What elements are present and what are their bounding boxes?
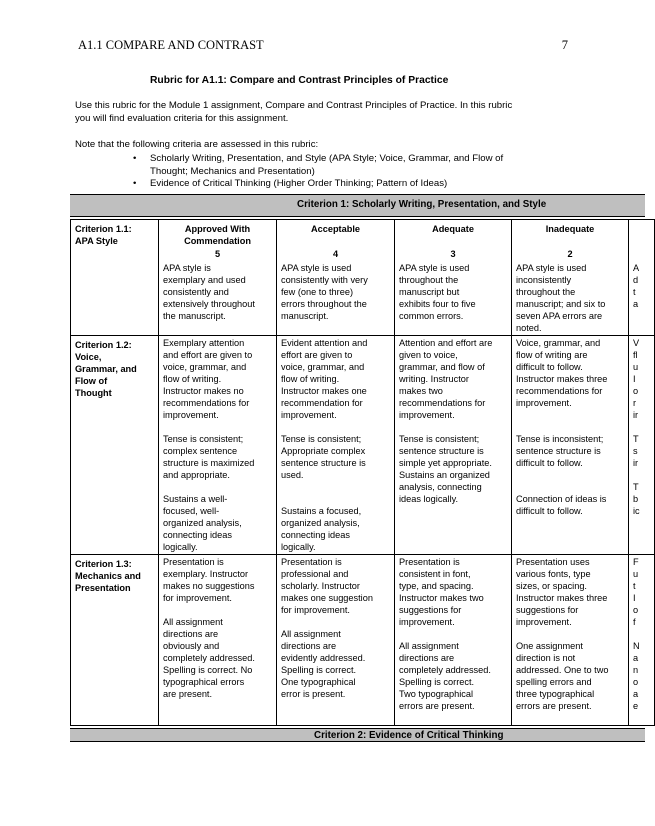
rubric-cell (512, 555, 629, 726)
cell-line: improvement. (163, 410, 219, 420)
cell-line: All assignment (163, 617, 223, 627)
cell-line: a (633, 299, 639, 309)
cell-line: Criterion 1.3: (75, 559, 132, 569)
table-row (71, 555, 655, 726)
cell-line: o (633, 386, 639, 396)
criterion-label (71, 336, 159, 555)
cell-line: difficult to follow. (516, 506, 583, 516)
cell-line: throughout the (399, 275, 459, 285)
rubric-cell (277, 555, 395, 726)
cell-line (281, 421, 390, 433)
document-title: Rubric for A1.1: Compare and Contrast Principles of Practice (150, 75, 449, 86)
cell-line: spelling errors and (516, 677, 592, 687)
cell-line: Presentation (75, 583, 131, 593)
cell-line (633, 421, 650, 433)
list-item: • Evidence of Critical Thinking (Higher Order Thinking; Pattern of Ideas) (133, 178, 448, 190)
cell-line: addressed. One to two (516, 665, 609, 675)
cell-line: common errors. (399, 311, 464, 321)
cell-line: grammar, and flow of (399, 362, 485, 372)
cell-line: organized analysis, (163, 518, 242, 528)
cell-line: a (633, 653, 639, 663)
cell-line: All assignment (399, 641, 459, 651)
cell-line: directions are (163, 629, 219, 639)
cell-line: organized analysis, (281, 518, 360, 528)
cell-line: t (633, 581, 636, 591)
cell-line: consistently with very (281, 275, 368, 285)
cell-line: errors throughout the (281, 299, 367, 309)
cell-line: directions are (399, 653, 455, 663)
cell-line: T (633, 482, 639, 492)
cell-line: connecting ideas (281, 530, 350, 540)
cell-line: APA style is (163, 263, 211, 273)
level-header: Approved With Commendation 5 (159, 220, 277, 262)
cell-line: extensively throughout (163, 299, 255, 309)
cell-line: Instructor makes one (281, 386, 367, 396)
intro-text (75, 99, 555, 191)
cell-line: Evident attention and (281, 338, 368, 348)
criterion-2-title: Criterion 2: Evidence of Critical Thinking (314, 730, 504, 741)
cell-line: N (633, 641, 640, 651)
cell-line: manuscript; and six to (516, 299, 606, 309)
cell-line: Criterion 1.2: (75, 340, 132, 350)
page-number: 7 (561, 38, 568, 52)
cell-line: flow of writing are (516, 350, 588, 360)
cell-line: Spelling is correct. (281, 665, 357, 675)
cell-line: Spelling is correct. No (163, 665, 253, 675)
cell-line: noted. (516, 323, 542, 333)
cell-line: Voice, (75, 352, 102, 362)
cell-line: evidently addressed. (281, 653, 366, 663)
cell-line: inconsistently (516, 275, 572, 285)
cell-line (516, 421, 624, 433)
cell-line: Sustains a focused, (281, 506, 362, 516)
cell-line: difficult to follow. (516, 458, 583, 468)
cell-line: connecting ideas (163, 530, 232, 540)
level-score: 5 (214, 249, 221, 259)
cell-line: consistently and (163, 287, 229, 297)
cell-line: sentence structure is (516, 446, 601, 456)
cell-line: and effort are given to (163, 350, 253, 360)
cell-line: d (633, 275, 639, 285)
rubric-cell (159, 261, 277, 336)
cell-line: ic (633, 506, 640, 516)
cell-line: voice, grammar, and (163, 362, 247, 372)
cell-line (516, 628, 624, 640)
cell-line: scholarly. Instructor (281, 581, 360, 591)
cell-line: improvement. (516, 398, 572, 408)
cell-line: makes one suggestion (281, 593, 373, 603)
cell-line: Attention and effort are (399, 338, 493, 348)
cell-line: are present. (163, 689, 213, 699)
cell-line: f (633, 617, 636, 627)
cell-line: makes two (399, 386, 443, 396)
cell-line: improvement. (399, 410, 455, 420)
intro-paragraph (75, 99, 555, 125)
criterion-1-title: Criterion 1: Scholarly Writing, Presentation, and Style (297, 199, 547, 210)
level-score: 3 (450, 249, 456, 259)
cell-line: V (633, 338, 640, 348)
cell-line: difficult to follow. (516, 362, 583, 372)
cell-line: three typographical (516, 689, 595, 699)
criteria-list (133, 153, 555, 191)
cell-line: Flow of (75, 376, 108, 386)
cell-line: Connection of ideas is (516, 494, 607, 504)
rubric-cell (512, 261, 629, 336)
cell-line: suggestions for (399, 605, 462, 615)
cell-line: improvement. (399, 617, 455, 627)
level-header: Adequate 3 (395, 220, 512, 262)
cell-line: sentence structure is (281, 458, 366, 468)
cell-line: T (633, 434, 639, 444)
cell-line: Presentation is (281, 557, 342, 567)
rubric-cell (395, 261, 512, 336)
cell-line: Instructor makes two (399, 593, 484, 603)
rubric-cell (159, 336, 277, 555)
cell-line: One assignment (516, 641, 583, 651)
cell-line: APA style is used (281, 263, 352, 273)
cell-line: Voice, grammar, and (516, 338, 601, 348)
cell-line: A (633, 263, 640, 273)
cell-line: throughout the (516, 287, 576, 297)
cell-line: r (633, 398, 637, 408)
cell-line: o (633, 605, 639, 615)
criterion-label: Criterion 1.1: APA Style (71, 220, 159, 336)
cell-line: I (633, 593, 636, 603)
cell-line: consistent in font, (399, 569, 471, 579)
level-header-cut (629, 220, 655, 262)
cell-line: and appropriate. (163, 470, 230, 480)
cell-line: u (633, 362, 639, 372)
cell-line: ideas logically. (399, 494, 459, 504)
cell-line: Exemplary attention (163, 338, 245, 348)
cell-line: seven APA errors are (516, 311, 603, 321)
cell-line (633, 628, 650, 640)
level-score: 2 (567, 249, 573, 259)
cell-line: complex sentence (163, 446, 238, 456)
cell-line: manuscript. (281, 311, 329, 321)
cell-line: Sustains a well- (163, 494, 228, 504)
criterion-1-band (70, 194, 645, 217)
table-row (71, 261, 655, 336)
cell-line: obviously and (163, 641, 220, 651)
cell-line (281, 616, 390, 628)
cell-line (516, 469, 624, 481)
cell-line: makes no suggestions (163, 581, 255, 591)
cell-line: I (633, 374, 636, 384)
table-row (71, 336, 655, 555)
cell-line: focused, well- (163, 506, 220, 516)
cell-line: directions are (281, 641, 337, 651)
cell-line: s (633, 446, 638, 456)
cell-line: sizes, or spacing. (516, 581, 587, 591)
cell-line: Thought (75, 388, 112, 398)
cell-line: for improvement. (163, 593, 232, 603)
bullet-icon: • (133, 153, 137, 164)
cell-line: Instructor makes three (516, 593, 608, 603)
cell-line: improvement. (281, 410, 337, 420)
cell-line: Two typographical (399, 689, 474, 699)
cell-line: ir (633, 410, 639, 420)
cell-line: logically. (163, 542, 198, 552)
rubric-cell-cut (629, 336, 655, 555)
cell-line: Sustains an organized (399, 470, 490, 480)
rubric-cell (395, 336, 512, 555)
cell-line: Appropriate complex (281, 446, 366, 456)
cell-line: flow of writing. (163, 374, 222, 384)
criteria-note: Note that the following criteria are assessed in this rubric: (75, 139, 319, 150)
intro-line: Use this rubric for the Module 1 assignment, Compare and Contrast Principles of Practice. In this rubric (75, 100, 513, 111)
rubric-cell (277, 261, 395, 336)
cell-line: logically. (281, 542, 316, 552)
cell-line (163, 481, 272, 493)
cell-line: structure is maximized (163, 458, 255, 468)
cell-line: recommendation for (281, 398, 363, 408)
cell-line: errors are present. (516, 701, 592, 711)
page-header (78, 38, 568, 54)
cell-line: effort are given to (281, 350, 353, 360)
running-title: A1.1 COMPARE AND CONTRAST (78, 38, 264, 52)
cell-line: used. (281, 470, 304, 480)
cell-line: improvement. (516, 617, 572, 627)
cell-line: One typographical (281, 677, 356, 687)
cell-line (516, 481, 624, 493)
cell-line: Spelling is correct. (399, 677, 475, 687)
cell-line: b (633, 494, 639, 504)
cell-line: Grammar, and (75, 364, 137, 374)
cell-line: suggestions for (516, 605, 579, 615)
cell-line: type, and spacing. (399, 581, 474, 591)
cell-line: Presentation is (163, 557, 224, 567)
cell-line: o (633, 677, 639, 687)
level-header: Acceptable 4 (277, 220, 395, 262)
cell-line: APA style is used (516, 263, 587, 273)
rubric-cell (159, 555, 277, 726)
cell-line: exemplary. Instructor (163, 569, 249, 579)
cell-line: Mechanics and (75, 571, 141, 581)
cell-line (281, 493, 390, 505)
cell-line (633, 469, 650, 481)
cell-line: writing. Instructor (399, 374, 469, 384)
cell-line: fl (633, 350, 638, 360)
rubric-cell-cut (629, 261, 655, 336)
cell-line: F (633, 557, 639, 567)
rubric-table (70, 219, 655, 726)
cell-line: recommendations for (163, 398, 250, 408)
bullet-icon: • (133, 178, 137, 190)
cell-line: given to voice, (399, 350, 458, 360)
cell-line: t (633, 287, 636, 297)
cell-line (163, 604, 272, 616)
cell-line: u (633, 569, 639, 579)
cell-line: for improvement. (281, 605, 350, 615)
criterion-label (71, 555, 159, 726)
cell-line (163, 421, 272, 433)
cell-line: APA style is used (399, 263, 470, 273)
cell-line: manuscript but (399, 287, 460, 297)
list-item: • Scholarly Writing, Presentation, and Style (APA Style; Voice, Grammar, and Flow of Thought; Mechanics and Presentation) (133, 153, 504, 177)
cell-line (399, 421, 507, 433)
cell-line: exhibits four to five (399, 299, 476, 309)
cell-line: exemplary and used (163, 275, 246, 285)
cell-line: analysis, connecting (399, 482, 482, 492)
cell-line: Tense is consistent; (163, 434, 244, 444)
cell-line: typographical errors (163, 677, 245, 687)
cell-line: recommendations for (516, 386, 603, 396)
criterion-2-band (70, 728, 645, 742)
cell-line: completely addressed. (163, 653, 255, 663)
cell-line: All assignment (281, 629, 341, 639)
cell-line: n (633, 665, 639, 675)
cell-line: Tense is consistent; (399, 434, 480, 444)
cell-line: sentence structure is (399, 446, 484, 456)
rubric-cell (277, 336, 395, 555)
cell-line: direction is not (516, 653, 576, 663)
cell-line: error is present. (281, 689, 346, 699)
cell-line (281, 481, 390, 493)
level-header: Inadequate 2 (512, 220, 629, 262)
cell-line: Instructor makes three (516, 374, 608, 384)
cell-line: Presentation is (399, 557, 460, 567)
cell-line: voice, grammar, and (281, 362, 365, 372)
cell-line: various fonts, type (516, 569, 591, 579)
intro-line: you will find evaluation criteria for this assignment. (75, 113, 289, 124)
rubric-cell (395, 555, 512, 726)
cell-line: Tense is inconsistent; (516, 434, 604, 444)
cell-line: simple yet appropriate. (399, 458, 492, 468)
cell-line: Presentation uses (516, 557, 590, 567)
cell-line: completely addressed. (399, 665, 491, 675)
cell-line: errors are present. (399, 701, 475, 711)
cell-line: Tense is consistent; (281, 434, 362, 444)
level-score: 4 (332, 249, 339, 259)
cell-line: few (one to three) (281, 287, 354, 297)
cell-line: the manuscript. (163, 311, 226, 321)
cell-line: professional and (281, 569, 349, 579)
cell-line: recommendations for (399, 398, 486, 408)
cell-line: a (633, 689, 639, 699)
rubric-cell-cut (629, 555, 655, 726)
cell-line: ir (633, 458, 639, 468)
cell-line: e (633, 701, 639, 711)
table-header-row (71, 220, 655, 262)
cell-line: Instructor makes no (163, 386, 244, 396)
cell-line: flow of writing. (281, 374, 340, 384)
rubric-cell (512, 336, 629, 555)
cell-line (399, 628, 507, 640)
cell-line (516, 409, 624, 421)
